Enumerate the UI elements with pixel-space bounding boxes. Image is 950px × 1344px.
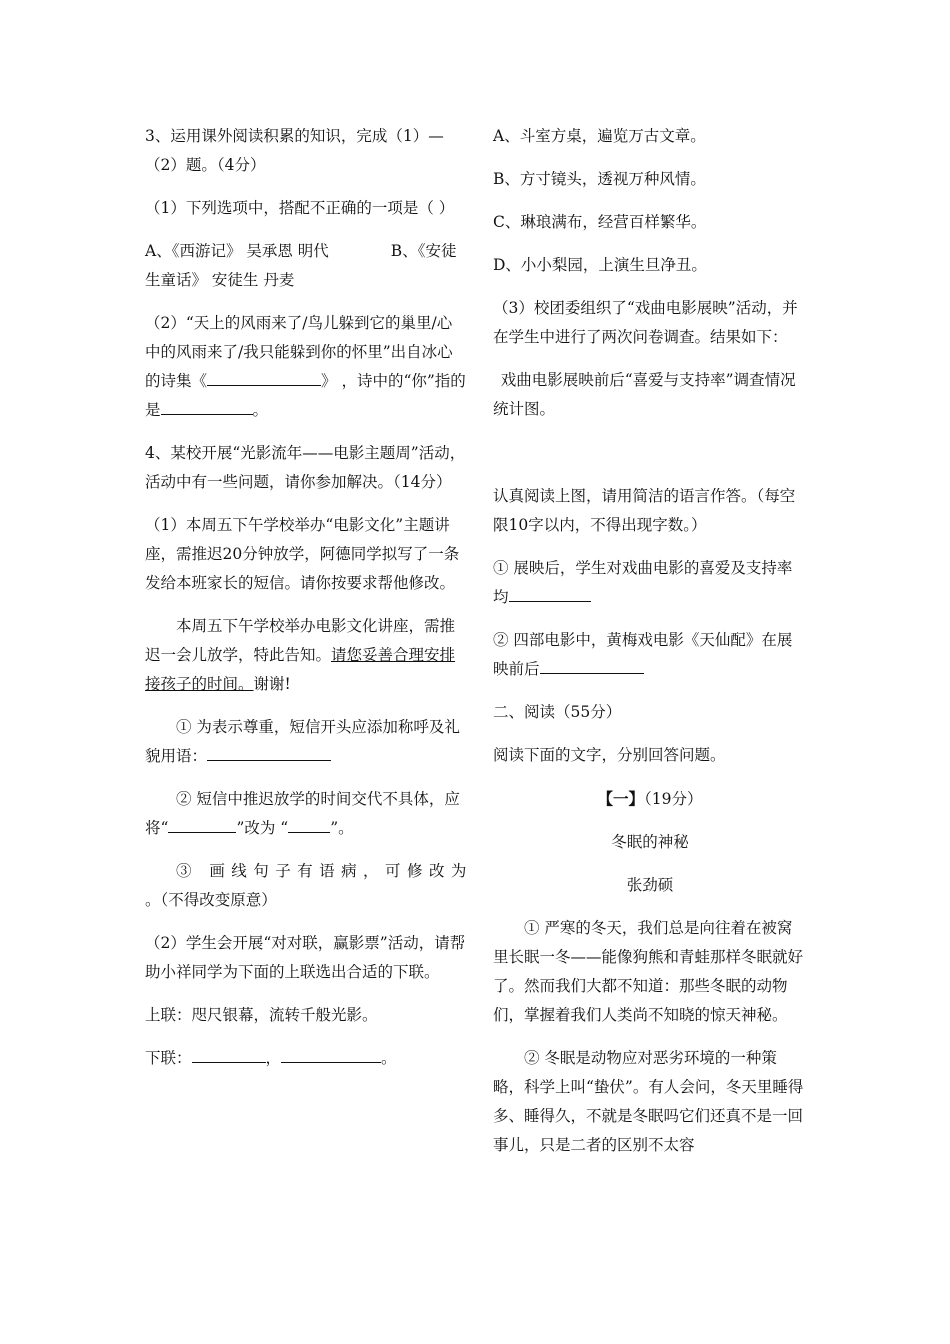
part-1-score: （19分）: [644, 790, 703, 808]
lower-couplet-label: 下联：: [145, 1049, 192, 1067]
answer-2-text: ② 四部电影中，黄梅戏电影《天仙配》在展映前后: [493, 631, 793, 678]
part-1-mark: 【一】: [597, 789, 645, 808]
option-d: D、小小梨园，上演生旦净丑。: [493, 256, 707, 274]
read-prompt: 认真阅读上图，请用简洁的语言作答。（每空限10字以内，不得出现字数。）: [493, 487, 796, 534]
chart-caption: 戏曲电影展映前后“喜爱与支持率”调查情况统计图。: [493, 371, 796, 418]
task-3: [145, 857, 467, 915]
right-column: [493, 122, 807, 1174]
option-b: B、方寸镜头，透视万种风情。: [493, 170, 706, 188]
section-2-prompt: 阅读下面的文字，分别回答问题。: [493, 746, 726, 764]
task-2-text-c: ”。: [330, 819, 354, 837]
article-title: 冬眠的神秘: [611, 833, 689, 851]
paragraph-2: ② 冬眠是动物应对恶劣环境的一种策略，科学上叫“蛰伏”。有人会问，冬天里睡得多、睡得久，不就是冬眠吗它们还真不是一回事儿，只是二者的区别不太容: [493, 1049, 804, 1154]
chart-placeholder: [493, 438, 807, 482]
original-time-blank[interactable]: [168, 831, 236, 833]
task-3-text-a: ③ 画线句子有语病，可修改为: [176, 862, 467, 880]
task-2-text-a: ② 短信中推迟放学的时间交代不具体，应将“: [145, 790, 460, 837]
task-2: [145, 785, 467, 843]
question-4-2: （2）学生会开展“对对联，赢影票”活动，请帮助小祥同学为下面的上联选出合适的下联。: [145, 934, 466, 981]
option-c: C、琳琅满布，经营百样繁华。: [493, 213, 707, 231]
answer-2-blank[interactable]: [540, 672, 644, 674]
question-3-2-text-a: （2）“天上的风雨来了/鸟儿躲到它的巢里/心中的风雨来了/我只能躲到你的怀里”出自冰心的诗集《: [145, 314, 453, 390]
question-3-1-options: A、《西游记》 吴承恩 明代 B、《安徒生童话》 安徒生 丹麦: [145, 242, 457, 289]
task-2-text-b: ”改为 “: [236, 819, 289, 837]
lower-couplet: [145, 1044, 467, 1073]
answer-2: [493, 626, 807, 684]
question-3-2-text-b: 》 ，诗中的“你”指的是: [145, 372, 466, 419]
question-3-2: [145, 309, 467, 425]
question-4-intro: 4、某校开展“光影流年——电影主题周”活动，活动中有一些问题，请你参加解决。（14分）: [145, 444, 466, 491]
task-1-text: ① 为表示尊重，短信开头应添加称呼及礼貌用语：: [145, 718, 460, 765]
question-4-3: （3）校团委组织了“戏曲电影展映”活动，并在学生中进行了两次问卷调查。结果如下：: [493, 299, 798, 346]
you-refers-to-blank[interactable]: [161, 413, 253, 415]
question-3-1: （1）下列选项中，搭配不正确的一项是（ ）: [145, 199, 455, 217]
answer-1-blank[interactable]: [509, 600, 591, 602]
lower-couplet-blank-2[interactable]: [281, 1061, 381, 1063]
revised-time-blank[interactable]: [288, 831, 330, 833]
option-a: A、斗室方桌，遍览万古文章。: [493, 127, 706, 145]
question-4-1: （1）本周五下午学校举办“电影文化”主题讲座，需推迟20分钟放学，阿德同学拟写了一条发给本班家长的短信。请你按要求帮他修改。: [145, 516, 460, 592]
task-1: [145, 713, 467, 771]
answer-1: [493, 554, 807, 612]
question-3-intro: 3、运用课外阅读积累的知识，完成（1）—（2）题。（4分）: [145, 127, 444, 174]
answer-1-text: ① 展映后，学生对戏曲电影的喜爱及支持率均: [493, 559, 793, 606]
sms-text-b: 谢谢!: [253, 675, 291, 693]
task-3-text-b: 。（不得改变原意）: [145, 891, 277, 909]
article-author: 张劲硕: [626, 876, 674, 894]
sms-text: [145, 612, 467, 699]
lower-couplet-blank-1[interactable]: [192, 1061, 266, 1063]
sms-text-a: 本周五下午学校举办电影文化讲座，需推迟一会儿放学，特此告知。: [145, 617, 456, 664]
upper-couplet: 上联：咫尺银幕，流转千般光影。: [145, 1006, 378, 1024]
lower-couplet-comma: ，: [265, 1049, 282, 1067]
part-1-heading: [493, 784, 807, 814]
paragraph-1: ① 严寒的冬天，我们总是向往着在被窝里长眠一冬——能像狗熊和青蛙那样冬眠就好了。然而我们大都不知道：那些冬眠的动物们，掌握着我们人类尚不知晓的惊天神秘。: [493, 919, 804, 1024]
question-3-2-text-c: 。: [252, 401, 269, 419]
greeting-blank[interactable]: [207, 759, 331, 761]
sms-underlined-sentence: 请您妥善合理安排接孩子的时间。: [145, 646, 456, 693]
lower-couplet-end: 。: [381, 1049, 397, 1067]
section-2-heading: 二、阅读（55分）: [493, 703, 622, 721]
poem-collection-blank[interactable]: [207, 384, 321, 386]
left-column: [145, 122, 467, 1087]
